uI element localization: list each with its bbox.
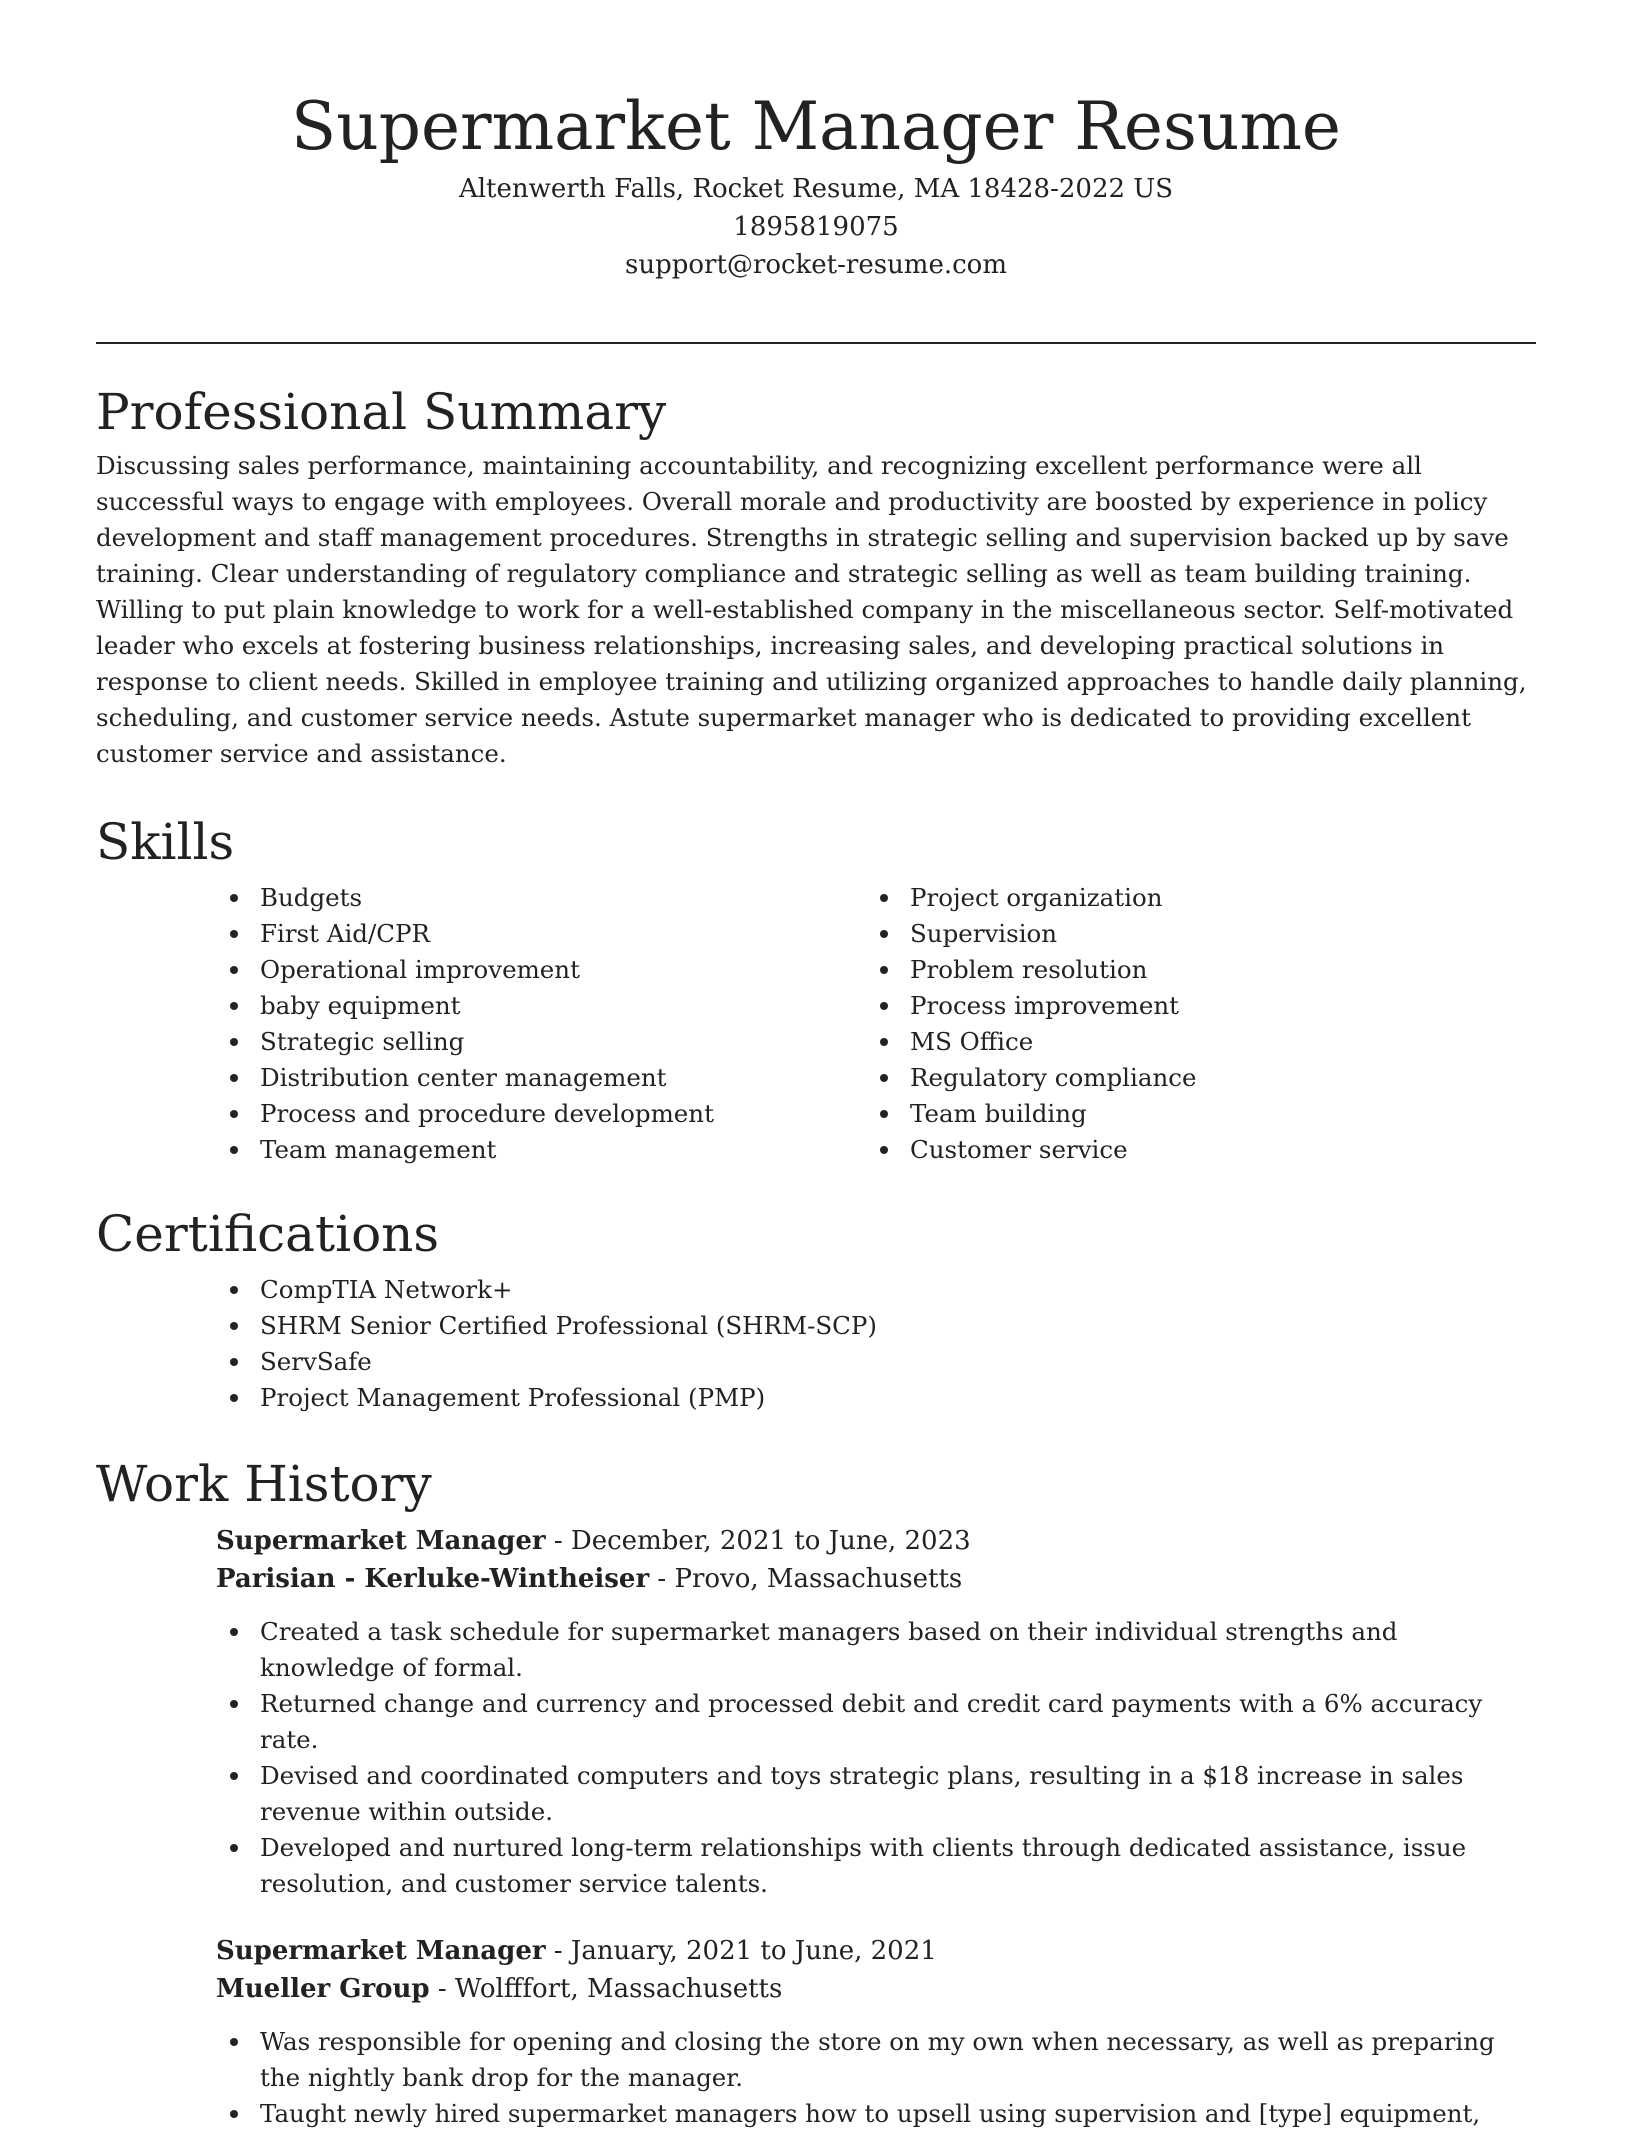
job-location: - Wolfffort, Massachusetts (429, 1974, 783, 2004)
skill-item: Strategic selling (216, 1024, 866, 1060)
skill-item: Team management (216, 1132, 866, 1168)
contact-phone: 1895819075 (733, 212, 899, 242)
job-title-line (216, 1522, 1536, 1560)
skill-item: Customer service (866, 1132, 1516, 1168)
job-location: - Provo, Massachusetts (649, 1564, 963, 1594)
skills-heading: Skills (96, 813, 235, 871)
skills-section (96, 812, 1536, 1168)
skill-item: Distribution center management (216, 1060, 866, 1096)
skill-item: baby equipment (216, 988, 866, 1024)
job-entry (216, 1932, 1536, 2132)
job-dates: - December, 2021 to June, 2023 (545, 1526, 971, 1556)
skill-item: MS Office (866, 1024, 1516, 1060)
skill-item: Problem resolution (866, 952, 1516, 988)
work-heading: Work History (96, 1455, 432, 1513)
skill-item: First Aid/CPR (216, 916, 866, 952)
job-duty: Created a task schedule for supermarket managers based on their individual strengths and knowledge of formal. (216, 1614, 1536, 1686)
certification-item: ServSafe (216, 1344, 1536, 1380)
job-title-line (216, 1932, 1536, 1970)
resume-title: Supermarket Manager Resume (290, 88, 1341, 165)
header-divider (96, 342, 1536, 344)
skill-item: Regulatory compliance (866, 1060, 1516, 1096)
job-employer: Mueller Group (216, 1974, 430, 2004)
skills-column-right (866, 880, 1516, 1168)
certification-item: Project Management Professional (PMP) (216, 1380, 1536, 1416)
job-duty: Was responsible for opening and closing the store on my own when necessary, as well as preparing the nightly bank drop for the manager. (216, 2024, 1536, 2096)
skills-column-left (216, 880, 866, 1168)
skill-item: Process and procedure development (216, 1096, 866, 1132)
job-title: Supermarket Manager (216, 1526, 546, 1556)
certification-item: CompTIA Network+ (216, 1272, 1536, 1308)
job-duties (216, 2024, 1536, 2132)
summary-heading: Professional Summary (96, 383, 667, 441)
job-employer-line (216, 1970, 1536, 2008)
skill-item: Team building (866, 1096, 1516, 1132)
job-dates: - January, 2021 to June, 2021 (545, 1936, 937, 1966)
skill-item: Supervision (866, 916, 1516, 952)
job-duty: Devised and coordinated computers and toys strategic plans, resulting in a $18 increase in sales revenue within outside. (216, 1758, 1536, 1830)
job-duty: Returned change and currency and processed debit and credit card payments with a 6% accuracy rate. (216, 1686, 1536, 1758)
certification-item: SHRM Senior Certified Professional (SHRM-SCP) (216, 1308, 1536, 1344)
skill-item: Process improvement (866, 988, 1516, 1024)
job-duty: Taught newly hired supermarket managers how to upsell using supervision and [type] equipment, (216, 2096, 1536, 2132)
contact-email: support@rocket-resume.com (624, 250, 1007, 280)
resume-header (0, 0, 1632, 284)
job-entry (216, 1522, 1536, 1902)
job-duties (216, 1614, 1536, 1902)
work-section (96, 1454, 1536, 2132)
skill-item: Operational improvement (216, 952, 866, 988)
summary-section (96, 382, 1536, 772)
job-title: Supermarket Manager (216, 1936, 546, 1966)
certifications-section (96, 1204, 1536, 1416)
skill-item: Project organization (866, 880, 1516, 916)
job-duty: Developed and nurtured long-term relationships with clients through dedicated assistance, issue resolution, and customer service talents. (216, 1830, 1536, 1902)
skills-grid (216, 880, 1536, 1168)
job-employer-line (216, 1560, 1536, 1598)
certifications-list (216, 1272, 1536, 1416)
skill-item: Budgets (216, 880, 866, 916)
certifications-heading: Certifications (96, 1205, 440, 1263)
contact-address: Altenwerth Falls, Rocket Resume, MA 18428-2022 US (458, 174, 1174, 204)
job-employer: Parisian - Kerluke-Wintheiser (216, 1564, 650, 1594)
summary-text: Discussing sales performance, maintaining accountability, and recognizing excellent performance were all successful ways to engage with employees. Overall morale and productivity are boosted by experience in policy development and staff management procedures. Strengths in strategic selling and supervision backed up by save training. Clear understanding of regulatory compliance and strategic selling as well as team building training. Willing to put plain knowledge to work for a well-established company in the miscellaneous sector. Self-motivated leader who excels at fostering business relationships, increasing sales, and developing practical solutions in response to client needs. Skilled in employee training and utilizing organized approaches to handle daily planning, scheduling, and customer service needs. Astute supermarket manager who is dedicated to providing excellent customer service and assistance. (96, 451, 1527, 768)
